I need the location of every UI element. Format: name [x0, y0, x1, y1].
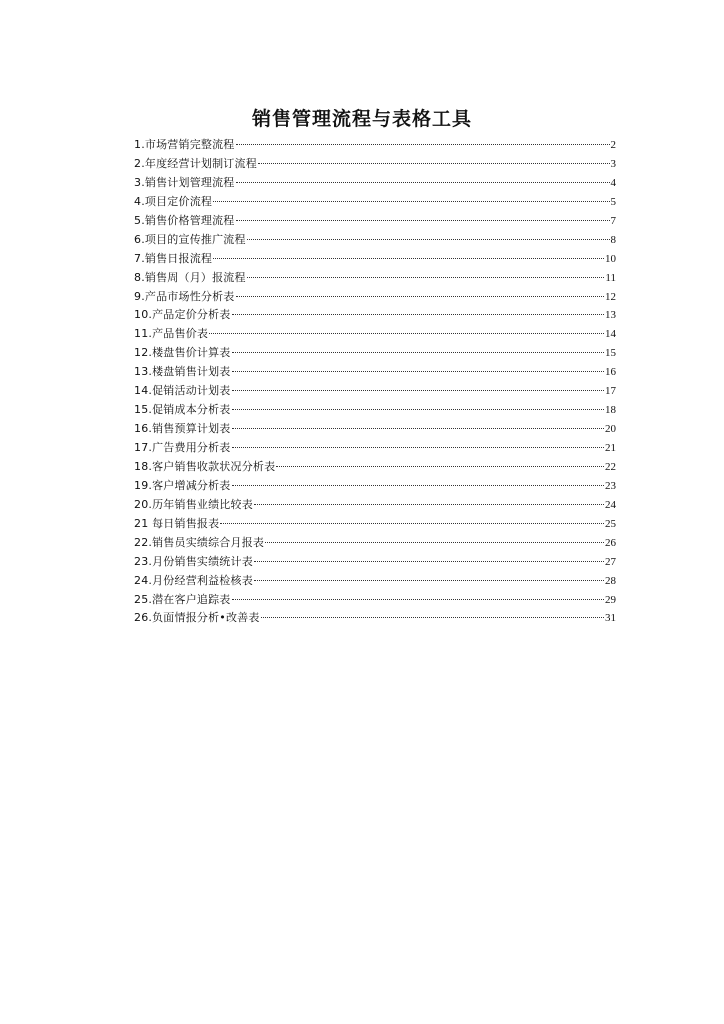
toc-dot-leader — [276, 466, 604, 467]
toc-dot-leader — [247, 239, 610, 240]
toc-dot-leader — [254, 580, 604, 581]
toc-dot-leader — [232, 314, 605, 315]
toc-entry[interactable] — [134, 193, 616, 212]
toc-entry[interactable] — [134, 325, 616, 344]
toc-entry[interactable] — [134, 269, 616, 288]
toc-dot-leader — [232, 371, 605, 372]
toc-dot-leader — [254, 504, 604, 505]
toc-dot-leader — [213, 201, 609, 202]
toc-entry-label: 2.年度经营计划制订流程 — [134, 156, 257, 170]
toc-dot-leader — [232, 599, 605, 600]
toc-entry[interactable] — [134, 439, 616, 458]
toc-entry[interactable] — [134, 515, 616, 534]
toc-dot-leader — [232, 428, 605, 429]
toc-dot-leader — [232, 447, 605, 448]
toc-entry[interactable] — [134, 212, 616, 231]
toc-entry-page-number: 16 — [605, 366, 616, 379]
toc-entry-page-number: 21 — [605, 442, 616, 454]
toc-entry-label: 24.月份经营利益检核表 — [134, 573, 253, 587]
toc-entry-page-number: 11 — [605, 271, 616, 284]
toc-dot-leader — [258, 163, 610, 164]
toc-entry-page-number: 7 — [610, 214, 616, 227]
toc-entry-label: 9.产品市场性分析表 — [134, 289, 235, 303]
toc-dot-leader — [232, 409, 605, 410]
toc-dot-leader — [265, 542, 604, 543]
toc-entry-label: 15.促销成本分析表 — [134, 403, 231, 417]
toc-entry-label: 11.产品售价表 — [134, 327, 209, 341]
toc-entry-page-number: 5 — [610, 195, 616, 208]
toc-dot-leader — [232, 352, 605, 353]
toc-entry-label: 5.销售价格管理流程 — [134, 213, 235, 227]
toc-dot-leader — [220, 523, 604, 524]
toc-dot-leader — [236, 220, 610, 221]
toc-entry[interactable] — [134, 174, 616, 193]
toc-dot-leader — [247, 277, 605, 278]
toc-entry[interactable] — [134, 420, 616, 439]
toc-entry[interactable] — [134, 155, 616, 174]
toc-entry[interactable] — [134, 591, 616, 610]
toc-entry-label: 3.销售计划管理流程 — [134, 175, 235, 189]
toc-entry-label: 23.月份销售实绩统计表 — [134, 554, 253, 568]
toc-entry-label: 4.项目定价流程 — [134, 194, 213, 208]
toc-entry[interactable] — [134, 288, 616, 307]
table-of-contents — [134, 136, 616, 628]
toc-entry-label: 6.项目的宣传推广流程 — [134, 232, 246, 246]
toc-entry-label: 10.产品定价分析表 — [134, 308, 231, 322]
toc-entry-label: 7.销售日报流程 — [134, 251, 213, 265]
toc-entry[interactable] — [134, 496, 616, 515]
toc-entry[interactable] — [134, 231, 616, 250]
toc-dot-leader — [236, 144, 610, 145]
toc-entry-page-number: 10 — [605, 252, 616, 265]
toc-dot-leader — [209, 333, 604, 334]
toc-entry-page-number: 3 — [610, 157, 616, 170]
toc-dot-leader — [261, 617, 604, 618]
toc-entry[interactable] — [134, 458, 616, 477]
toc-entry-page-number: 28 — [605, 574, 616, 587]
toc-entry-label: 26.负面情报分析•改善表 — [134, 611, 260, 625]
toc-entry-label: 21 每日销售报表 — [134, 516, 220, 530]
toc-entry[interactable] — [134, 136, 616, 155]
toc-entry-page-number: 2 — [610, 139, 616, 151]
toc-entry-page-number: 23 — [605, 479, 616, 492]
toc-entry-label: 13.楼盘销售计划表 — [134, 365, 231, 379]
toc-dot-leader — [236, 296, 605, 297]
toc-entry-page-number: 31 — [605, 612, 616, 625]
toc-dot-leader — [236, 182, 610, 183]
toc-entry[interactable] — [134, 553, 616, 572]
toc-entry-page-number: 29 — [605, 593, 616, 606]
toc-entry-page-number: 24 — [605, 498, 616, 511]
toc-entry-page-number: 25 — [605, 517, 616, 530]
toc-entry[interactable] — [134, 363, 616, 382]
toc-entry-label: 17.广告费用分析表 — [134, 441, 231, 454]
toc-entry[interactable] — [134, 344, 616, 363]
toc-entry[interactable] — [134, 534, 616, 553]
toc-entry-page-number: 15 — [605, 347, 616, 360]
toc-dot-leader — [232, 390, 605, 391]
toc-entry[interactable] — [134, 401, 616, 420]
toc-entry-label: 19.客户增减分析表 — [134, 478, 231, 492]
toc-entry-page-number: 22 — [605, 460, 616, 473]
toc-entry-label: 20.历年销售业绩比较表 — [134, 497, 253, 511]
toc-entry-page-number: 18 — [605, 404, 616, 417]
toc-entry-page-number: 12 — [605, 290, 616, 303]
toc-entry-label: 25.潜在客户追踪表 — [134, 592, 231, 606]
toc-entry-label: 16.销售预算计划表 — [134, 422, 231, 436]
toc-dot-leader — [213, 258, 604, 259]
toc-dot-leader — [254, 561, 604, 562]
toc-entry-label: 8.销售周（月）报流程 — [134, 270, 246, 284]
toc-entry-page-number: 14 — [605, 328, 616, 341]
toc-entry[interactable] — [134, 572, 616, 591]
document-title: 销售管理流程与表格工具 — [251, 108, 472, 130]
toc-dot-leader — [232, 485, 605, 486]
toc-entry-page-number: 13 — [605, 309, 616, 322]
toc-entry[interactable] — [134, 609, 616, 628]
toc-entry[interactable] — [134, 477, 616, 496]
toc-entry-label: 12.楼盘售价计算表 — [134, 346, 231, 360]
toc-entry-page-number: 8 — [610, 233, 616, 246]
toc-entry-label: 22.销售员实绩综合月报表 — [134, 535, 265, 549]
toc-entry[interactable] — [134, 306, 616, 325]
toc-entry-label: 14.促销活动计划表 — [134, 384, 231, 398]
toc-entry[interactable] — [134, 382, 616, 401]
toc-entry[interactable] — [134, 250, 616, 269]
toc-entry-label: 1.市场营销完整流程 — [134, 138, 235, 151]
toc-entry-label: 18.客户销售收款状况分析表 — [134, 459, 276, 473]
toc-entry-page-number: 26 — [605, 536, 616, 549]
toc-entry-page-number: 17 — [605, 385, 616, 398]
toc-entry-page-number: 20 — [605, 423, 616, 436]
toc-entry-page-number: 4 — [610, 176, 616, 189]
toc-entry-page-number: 27 — [605, 555, 616, 568]
